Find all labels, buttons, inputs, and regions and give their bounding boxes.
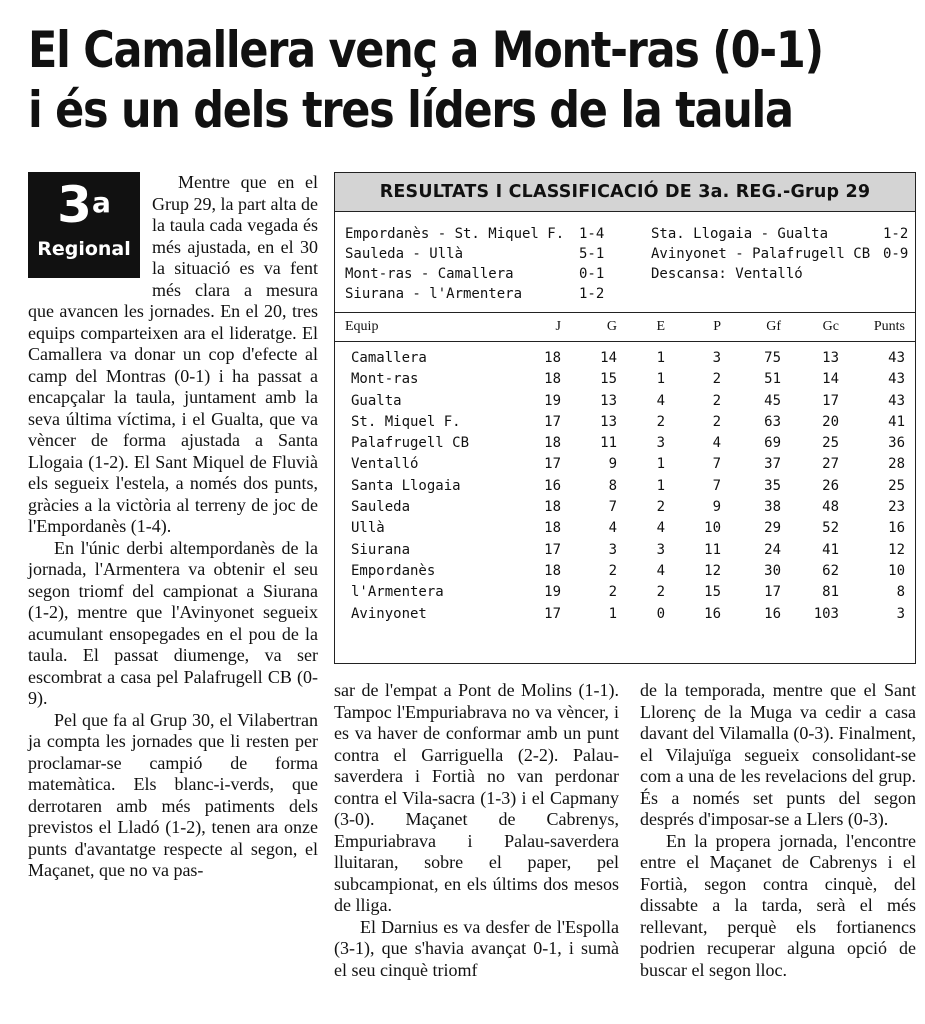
- stat-e: 3: [656, 541, 665, 558]
- result-match: Sta. Llogaia - Gualta: [651, 226, 829, 242]
- stat-gf: 75: [764, 350, 781, 366]
- table-row: [335, 518, 915, 539]
- stat-j: 19: [544, 584, 561, 601]
- stat-gf: 16: [764, 605, 781, 622]
- stat-j: 19: [544, 392, 561, 409]
- result-score: 1-2: [579, 286, 605, 302]
- stat-g: 4: [608, 520, 617, 537]
- stat-gf: 29: [764, 520, 781, 537]
- headline-line-1: El Camallera venç a Mont-ras (0-1): [28, 21, 823, 79]
- badge-number: 3$^a$: [57, 176, 111, 234]
- stat-gf: 37: [764, 456, 781, 473]
- table-row: [335, 412, 915, 433]
- stat-p: 12: [704, 562, 721, 579]
- stat-gc: 103: [813, 605, 839, 622]
- stat-p: 3: [712, 350, 721, 366]
- stat-p: 10: [704, 520, 721, 537]
- stat-gc: 20: [822, 413, 839, 430]
- table-row: [335, 497, 915, 518]
- team-name: Siurana: [351, 541, 411, 558]
- stat-gf: 24: [764, 541, 781, 558]
- stat-gc: 48: [822, 499, 839, 516]
- stat-gc: 17: [822, 392, 839, 409]
- result-match: Descansa: Ventalló: [651, 266, 803, 282]
- stat-j: 18: [544, 350, 561, 366]
- article-paragraph: Pel que fa al Grup 30, el Vilabertran ja compta les jornades que li resten per proclamar-se campió de forma matemàtica. Els blanc-i-verds, que derrotaren amb més patiments dels previstos el Lladó (1-2), tenen ara onze punts d'avantatge respecte al segon, el Maçanet, que no va pas-: [28, 709, 318, 880]
- stat-gf: 38: [764, 499, 781, 516]
- standings-body: [335, 342, 915, 625]
- team-name: St. Miquel F.: [351, 413, 461, 430]
- stat-punts: 10: [888, 562, 905, 579]
- stat-g: 3: [608, 541, 617, 558]
- stat-e: 1: [656, 456, 665, 473]
- stat-e: 1: [656, 371, 665, 388]
- table-row: [335, 454, 915, 475]
- result-score: 0-1: [579, 266, 605, 282]
- table-row: [335, 476, 915, 497]
- stat-e: 2: [656, 413, 665, 430]
- table-row: [335, 582, 915, 603]
- article-column-3: [640, 680, 916, 981]
- stat-punts: 43: [888, 350, 905, 366]
- stat-gf: 69: [764, 435, 781, 452]
- column-header-punts: Punts: [873, 319, 905, 334]
- stat-p: 2: [712, 413, 721, 430]
- results-panel: [334, 172, 916, 664]
- table-row: [335, 433, 915, 454]
- stat-punts: 28: [888, 456, 905, 473]
- stat-gc: 13: [822, 350, 839, 366]
- stat-g: 9: [608, 456, 617, 473]
- stat-gf: 35: [764, 477, 781, 494]
- stat-gc: 26: [822, 477, 839, 494]
- stat-gc: 52: [822, 520, 839, 537]
- stat-punts: 12: [888, 541, 905, 558]
- stat-p: 16: [704, 605, 721, 622]
- stat-p: 7: [712, 477, 721, 494]
- result-match: Sauleda - Ullà: [345, 246, 464, 262]
- stat-e: 4: [656, 562, 665, 579]
- stat-p: 9: [712, 499, 721, 516]
- stat-p: 2: [712, 392, 721, 409]
- stat-g: 15: [600, 371, 617, 388]
- stat-j: 18: [544, 371, 561, 388]
- stat-gc: 41: [822, 541, 839, 558]
- table-row: [335, 540, 915, 561]
- stat-e: 4: [656, 520, 665, 537]
- stat-gc: 14: [822, 371, 839, 388]
- result-match: Siurana - l'Armentera: [345, 286, 523, 302]
- article-paragraph: El Darnius es va desfer de l'Espolla (3-1), que s'havia avançat 0-1, i sumà el seu cinquè triomf: [334, 916, 619, 980]
- stat-e: 3: [656, 435, 665, 452]
- standings-table: [335, 313, 915, 625]
- stat-j: 18: [544, 520, 561, 537]
- stat-gf: 17: [764, 584, 781, 601]
- stat-p: 11: [704, 541, 721, 558]
- stat-g: 7: [608, 499, 617, 516]
- stat-punts: 41: [888, 413, 905, 430]
- stat-gc: 25: [822, 435, 839, 452]
- team-name: Ventalló: [351, 456, 419, 473]
- stat-e: 0: [656, 605, 665, 622]
- stat-g: 13: [600, 392, 617, 409]
- stat-e: 2: [656, 584, 665, 601]
- article-paragraph: En la propera jornada, l'encontre entre el Maçanet de Cabrenys i el Fortià, segon contra cinquè, del dissabte a la tarda, serà el més rellevant, perquè els fortianencs podrien recuperar alguna opció de buscar el segon lloc.: [640, 830, 916, 980]
- table-row: [335, 348, 915, 369]
- stat-punts: 16: [888, 520, 905, 537]
- stat-p: 4: [712, 435, 721, 452]
- stat-punts: 43: [888, 392, 905, 409]
- stat-gc: 27: [822, 456, 839, 473]
- stat-p: 7: [712, 456, 721, 473]
- badge-superscript: a: [91, 186, 111, 219]
- stat-gf: 51: [764, 371, 781, 388]
- stat-e: 4: [656, 392, 665, 409]
- stat-punts: 25: [888, 477, 905, 494]
- team-name: Gualta: [351, 392, 402, 409]
- stat-punts: 3: [896, 605, 905, 622]
- team-name: Camallera: [351, 350, 427, 366]
- result-score: 0-9: [883, 246, 909, 262]
- results-list: [335, 212, 915, 313]
- article-paragraph: En l'únic derbi altempordanès de la jornada, l'Armentera va obtenir el seu segon triomf del campionat a Siurana (1-2), mentre que l'Avinyonet segueix acumulant ensopegades en el pou de la taula. El passat diumenge, va ser escombrat a casa pel Palafrugell CB (0-9).: [28, 537, 318, 708]
- team-name: Palafrugell CB: [351, 435, 470, 452]
- team-name: Empordanès: [351, 562, 436, 579]
- table-row: [335, 561, 915, 582]
- stat-punts: 23: [888, 499, 905, 516]
- stat-j: 17: [544, 413, 561, 430]
- column-header-g: G: [606, 319, 617, 334]
- stat-j: 17: [544, 541, 561, 558]
- stat-j: 17: [544, 605, 561, 622]
- column-header-j: J: [555, 319, 561, 334]
- result-score: 1-2: [883, 226, 909, 242]
- table-row: [335, 604, 915, 625]
- stat-punts: 8: [896, 584, 905, 601]
- result-match: Avinyonet - Palafrugell CB: [651, 246, 871, 262]
- standings-header: [335, 313, 915, 342]
- team-name: Avinyonet: [351, 605, 427, 622]
- team-name: Mont-ras: [351, 371, 419, 388]
- article-paragraph: de la temporada, mentre que el Sant Llorenç de la Muga va cedir a casa davant del Vilamalla (0-3). Finalment, el Vilajuïga segueix consolidant-se com a una de les revelacions del grup. És a només set punts del segon després d'imposar-se a Llers (0-3).: [640, 680, 916, 829]
- table-row: [335, 391, 915, 412]
- stat-gf: 30: [764, 562, 781, 579]
- stat-gc: 81: [822, 584, 839, 601]
- column-header-e: E: [656, 319, 665, 334]
- stat-e: 1: [656, 477, 665, 494]
- article-paragraph: sar de l'empat a Pont de Molins (1-1). Tampoc l'Empuriabrava no va vèncer, i es va haver de conformar amb un punt contra el Garriguella (2-2). Palau-saverdera i Fortià no van perdonar contra el Vila-sacra (1-3) i el Capmany (3-0). Maçanet de Cabrenys, Empuriabrava i Palau-saverdera lluitaran, sobre el paper, pel subcampionat, en els últims dos mesos de lliga.: [334, 680, 619, 915]
- stat-e: 1: [656, 350, 665, 366]
- stat-punts: 43: [888, 371, 905, 388]
- stat-j: 18: [544, 499, 561, 516]
- headline-line-2: i és un dels tres líders de la taula: [28, 81, 793, 139]
- stat-g: 11: [600, 435, 617, 452]
- stat-gf: 63: [764, 413, 781, 430]
- result-score: 5-1: [579, 246, 605, 262]
- team-name: Ullà: [351, 520, 385, 537]
- stat-g: 2: [608, 584, 617, 601]
- stat-j: 18: [544, 435, 561, 452]
- stat-gf: 45: [764, 392, 781, 409]
- stat-g: 1: [608, 605, 617, 622]
- stat-j: 18: [544, 562, 561, 579]
- column-header-gf: Gf: [766, 319, 781, 334]
- panel-title: RESULTATS I CLASSIFICACIÓ DE 3a. REG.-Grup 29: [335, 173, 915, 212]
- column-header-gc: Gc: [822, 319, 839, 334]
- stat-punts: 36: [888, 435, 905, 452]
- stat-j: 16: [544, 477, 561, 494]
- badge-label: Regional: [37, 238, 131, 260]
- table-row: [335, 369, 915, 390]
- stat-p: 15: [704, 584, 721, 601]
- team-name: Santa Llogaia: [351, 477, 461, 494]
- result-match: Empordanès - St. Miquel F.: [345, 226, 565, 242]
- result-match: Mont-ras - Camallera: [345, 266, 514, 282]
- stat-g: 14: [600, 350, 617, 366]
- article-paragraph: Mentre que en el Grup 29, la part alta de la taula cada vegada és més ajustada, en el 30 la situació es va fent més clara a mesura que avancen les jornades. En el 20, tres equips comparteixen ara el lideratge. El Camallera va donar un cop d'efecte al camp del Montras (0-1) i ha passat a encapçalar la taula, juntament amb la seva última víctima, i el Gualta, que va vèncer de forma ajustada a Santa Llogaia (1-2). El Sant Miquel de Fluvià els segueix l'estela, a només dos punts, gràcies a la victòria al terreny de joc de l'Empordanès (1-4).: [28, 172, 318, 536]
- team-name: Sauleda: [351, 499, 411, 516]
- section-badge: [28, 172, 140, 278]
- stat-e: 2: [656, 499, 665, 516]
- column-header-equip: Equip: [345, 319, 379, 334]
- stat-g: 13: [600, 413, 617, 430]
- article-column-2: [334, 680, 619, 981]
- column-header-p: P: [713, 319, 721, 334]
- stat-j: 17: [544, 456, 561, 473]
- result-score: 1-4: [579, 226, 605, 242]
- team-name: l'Armentera: [351, 584, 444, 601]
- stat-gc: 62: [822, 562, 839, 579]
- article-column-1: [28, 172, 318, 882]
- stat-p: 2: [712, 371, 721, 388]
- stat-g: 2: [608, 562, 617, 579]
- headline: [28, 20, 823, 140]
- stat-g: 8: [608, 477, 617, 494]
